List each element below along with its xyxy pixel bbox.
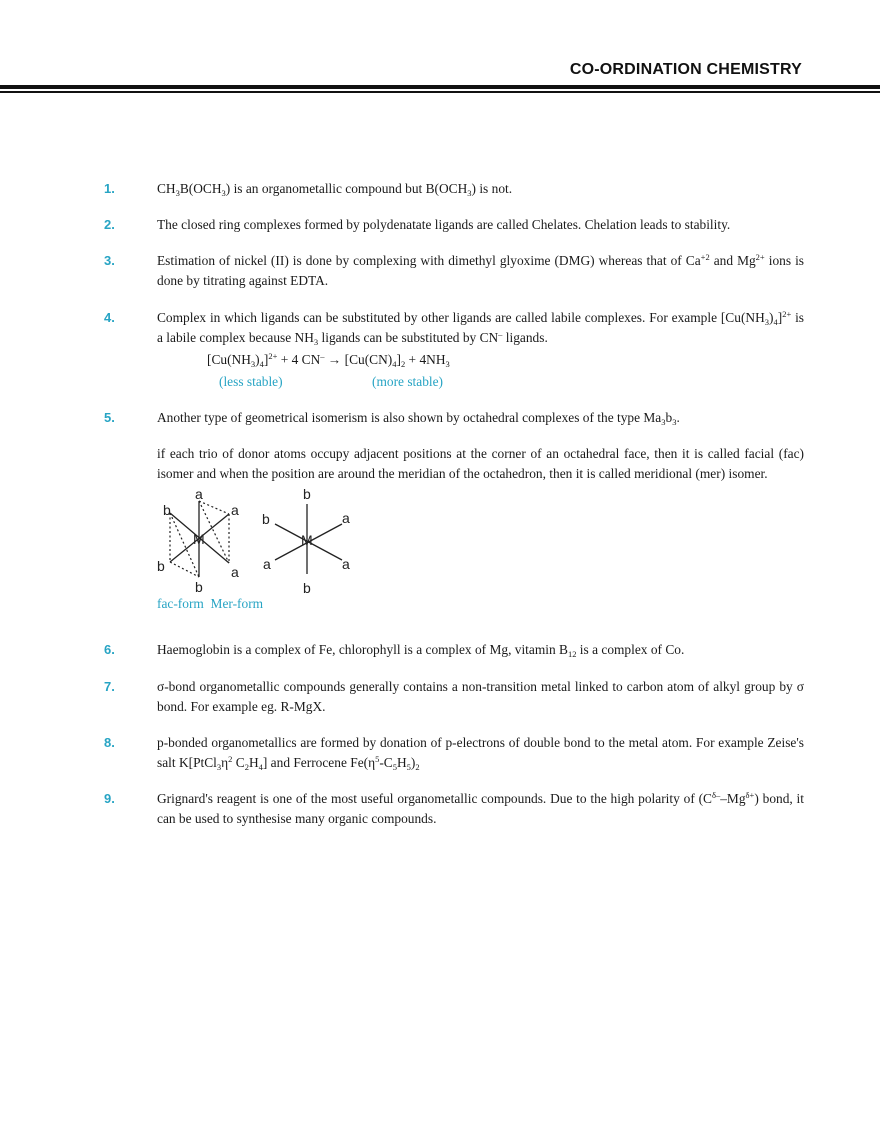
item-number: 5. <box>104 410 115 425</box>
isomer-diagrams-svg <box>150 484 380 599</box>
item-number: 9. <box>104 791 115 806</box>
page-header-title: CO-ORDINATION CHEMISTRY <box>569 61 802 78</box>
item-text: Grignard's reagent is one of the most useful organometallic compounds. Due to the high polarity of $(C^{\delta-}-Mg^{\delta+})$ bond, it can be used to synthesise many organic compounds. <box>157 790 804 826</box>
fac-label-lower-right: a <box>231 564 239 580</box>
item-text: p-bonded organometallics are formed by donation of p-electrons of double bond to the metal atom. For example Zeise's salt $K[PtCl_3\eta^2$ $C_2H_4$] and Ferrocene $Fe(\eta^5-C_5H_5)_2$ <box>157 735 804 772</box>
item-number: 3. <box>104 253 115 268</box>
item-number: 2. <box>104 217 115 232</box>
mer-caption: Mer-form <box>210 596 264 611</box>
reaction-equation: $[Cu(NH_3)_4]^{2+} + 4$ $CN^- \to [Cu(CN)_4]_2 + 4NH_3$ <box>207 351 450 369</box>
item-number: 1. <box>104 181 115 196</box>
item-text: Complex in which ligands can be substituted by other ligands are called labile complexes. For example $[Cu(NH_3)_4]^{2+}$ is a labile complex because $NH_3$ ligands can be substituted by CN– ligands. <box>157 309 805 347</box>
octahedral-diagrams <box>150 484 380 604</box>
more-stable-label: (more stable) <box>372 374 444 389</box>
mer-label-upper-left: b <box>262 511 270 527</box>
item-text: Another type of geometrical isomerism is also shown by octahedral complexes of the type $Ma_3b_3$. <box>157 410 680 427</box>
item-text: Haemoglobin is a complex of Fe, chlorophyll is a complex of Mg, vitamin $B_{12}$ is a complex of Co. <box>157 642 685 659</box>
isomer-paragraph: if each trio of donor atoms occupy adjacent positions at the corner of an octahedral face, then it is called facial (fac) isomer and when the position are around the meridian of the octahedron, then it is called meridional (mer) isomer. <box>157 446 804 481</box>
fac-caption: fac-form <box>157 596 204 611</box>
mer-label-upper-right: a <box>342 510 350 526</box>
fac-label-lower-left: b <box>157 558 165 574</box>
item-text: Estimation of nickel (II) is done by complexing with dimethyl glyoxime (DMG) whereas that of $Ca^{+2}$ and $Mg^{2+}$ ions is done by titrating against EDTA. <box>157 252 805 288</box>
mer-label-lower-left: a <box>263 556 271 572</box>
fac-label-upper-right: a <box>231 502 239 518</box>
item-text: σ-bond organometallic compounds generally contains a non-transition metal linked to carbon atom of alkyl group by σ bond. For example eg. R-MgX. <box>157 679 804 714</box>
fac-label-bottom: b <box>195 579 203 595</box>
item-number: 6. <box>104 642 115 657</box>
fac-label-metal: M <box>193 531 205 547</box>
fac-label-top: a <box>195 486 203 502</box>
item-text: The closed ring complexes formed by polydenatate ligands are called Chelates. Chelation leads to stability. <box>157 217 731 232</box>
mer-label-bottom: b <box>303 580 311 596</box>
less-stable-label: (less stable) <box>219 374 283 389</box>
item-number: 7. <box>104 679 115 694</box>
isomer-captions <box>157 596 263 612</box>
item-text: $CH_3B(OCH_3)$ is an organometallic compound but $B(OCH_3)$ is not. <box>157 181 513 198</box>
mer-label-lower-right: a <box>342 556 350 572</box>
header-rule-thick <box>0 85 880 89</box>
mer-label-metal: M <box>301 532 313 548</box>
fac-label-upper-left: b <box>163 502 171 518</box>
item-number: 4. <box>104 310 115 325</box>
mer-label-top: b <box>303 486 311 502</box>
item-number: 8. <box>104 735 115 750</box>
header-rule-thin <box>0 91 880 93</box>
